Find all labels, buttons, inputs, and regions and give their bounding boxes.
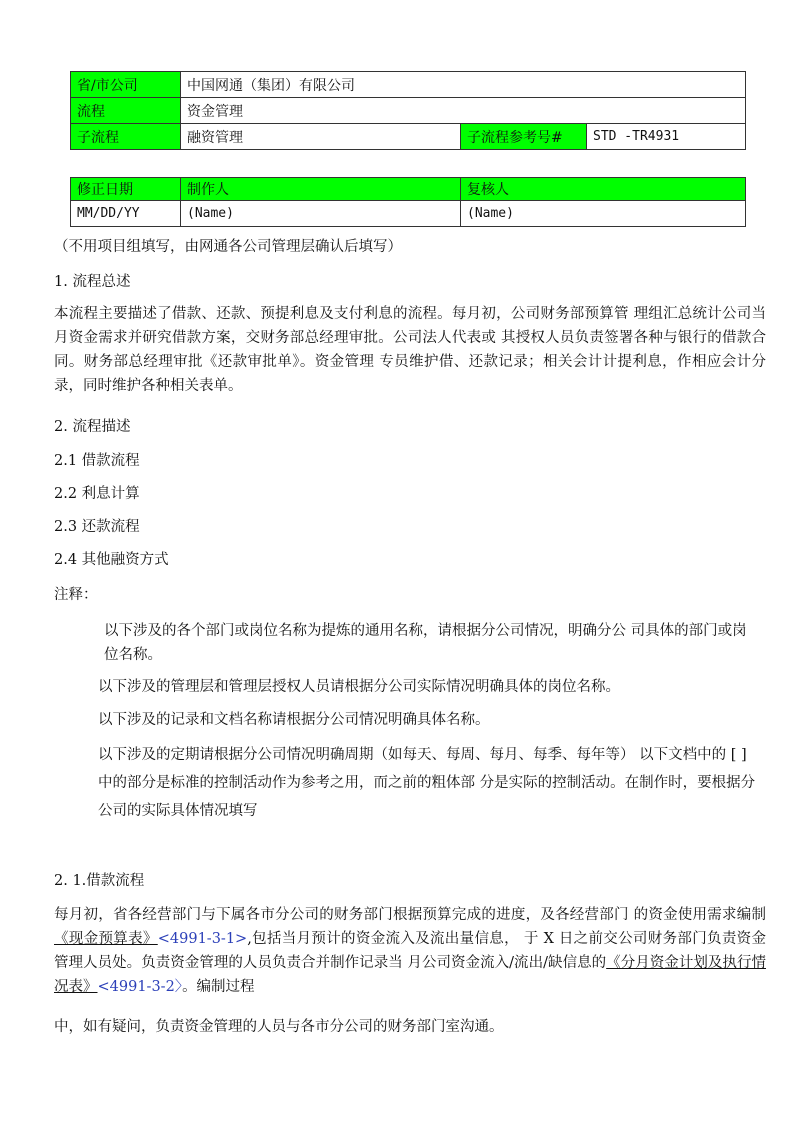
table-row bbox=[71, 124, 746, 150]
note-item: 以下涉及的定期请根据分公司情况明确周期（如每天、每周、每月、每季、每年等） 以下文档中的 [ ] 中的部分是标准的控制活动作为参考之用，而之前的粗体部 分是实际的控制活动。在制作时，要根据分公司的实际具体情况填写 bbox=[98, 747, 756, 819]
paragraph-text: 。编制过程 bbox=[182, 979, 255, 995]
revision-date-header: 修正日期 bbox=[71, 178, 181, 201]
reviewer-value: (Name) bbox=[461, 201, 746, 227]
notes-label: 注释： bbox=[54, 587, 98, 603]
province-value: 中国网通（集团）有限公司 bbox=[181, 72, 746, 98]
table-row bbox=[71, 98, 746, 124]
note-item: 以下涉及的各个部门或岗位名称为提炼的通用名称，请根据分公司情况，明确分公 司具体的部门或岗位名称。 bbox=[104, 623, 747, 663]
subprocess-ref-label: 子流程参考号# bbox=[461, 124, 587, 150]
subprocess-ref-value: STD -TR4931 bbox=[587, 124, 746, 150]
table-row bbox=[71, 201, 746, 227]
author-header: 制作人 bbox=[181, 178, 461, 201]
monthly-plan-doc-title: 《分月资金计划及执行情况表》 bbox=[54, 955, 766, 995]
revision-date-value: MM/DD/YY bbox=[71, 201, 181, 227]
paragraph-text: 每月初，省各经营部门与下属各市分公司的财务部门根据预算完成的进度，及各经营部门 的资金使用需求编制 bbox=[54, 907, 766, 923]
note-item: 以下涉及的记录和文档名称请根据分公司情况明确具体名称。 bbox=[98, 712, 490, 728]
note-item: 以下涉及的管理层和管理层授权人员请根据分公司实际情况明确具体的岗位名称。 bbox=[98, 679, 620, 695]
paragraph-text: ,包括当月预计的资金流入及流出量信息， 于 X 日之前交公司财务部门负责资金管理人员处。负责资金管理的人员负责合并制作记录当 月公司资金流入/流出/缺信息的 bbox=[54, 931, 766, 971]
table-header-row bbox=[71, 178, 746, 201]
reviewer-header: 复核人 bbox=[461, 178, 746, 201]
last-line: 中，如有疑问，负责资金管理的人员与各市分公司的财务部门室沟通。 bbox=[54, 1019, 504, 1035]
process-value: 资金管理 bbox=[181, 98, 746, 124]
subprocess-value: 融资管理 bbox=[181, 124, 461, 150]
table-row bbox=[71, 72, 746, 98]
province-label: 省/市公司 bbox=[71, 72, 181, 98]
monthly-plan-ref-link[interactable]: <4991-3-2〉 bbox=[97, 979, 183, 995]
header-table bbox=[70, 71, 746, 150]
fill-note: （不用项目组填写，由网通各公司管理层确认后填写） bbox=[54, 239, 402, 255]
sub-item-repayment: 2.3 还款流程 bbox=[54, 519, 140, 535]
sub-item-borrowing: 2.1 借款流程 bbox=[54, 453, 140, 469]
author-value: (Name) bbox=[181, 201, 461, 227]
subprocess-label: 子流程 bbox=[71, 124, 181, 150]
section-1-paragraph: 本流程主要描述了借款、还款、预提利息及支付利息的流程。每月初，公司财务部预算管 理组汇总统计公司当月资金需求并研究借款方案，交财务部总经理审批。公司法人代表或 其授权人员负责签署各种与银行的借款合同。财务部总经理审批《还款审批单》。资金管理 专员维护借、还款记录；相关会计计提利息，作相应会计分录，同时维护各种相关表单。 bbox=[54, 306, 766, 394]
process-label: 流程 bbox=[71, 98, 181, 124]
sub-item-interest: 2.2 利息计算 bbox=[54, 486, 140, 502]
revision-table bbox=[70, 177, 746, 227]
section-2-1-title: 2. 1.借款流程 bbox=[54, 873, 145, 889]
section-1-title: 1. 流程总述 bbox=[54, 274, 131, 290]
cash-budget-doc-title: 《现金预算表》 bbox=[54, 931, 158, 947]
cash-budget-ref-link[interactable]: <4991-3-1> bbox=[157, 931, 248, 947]
sub-item-other-financing: 2.4 其他融资方式 bbox=[54, 552, 169, 568]
section-2-1-paragraph bbox=[54, 903, 766, 999]
section-2-title: 2. 流程描述 bbox=[54, 419, 131, 435]
